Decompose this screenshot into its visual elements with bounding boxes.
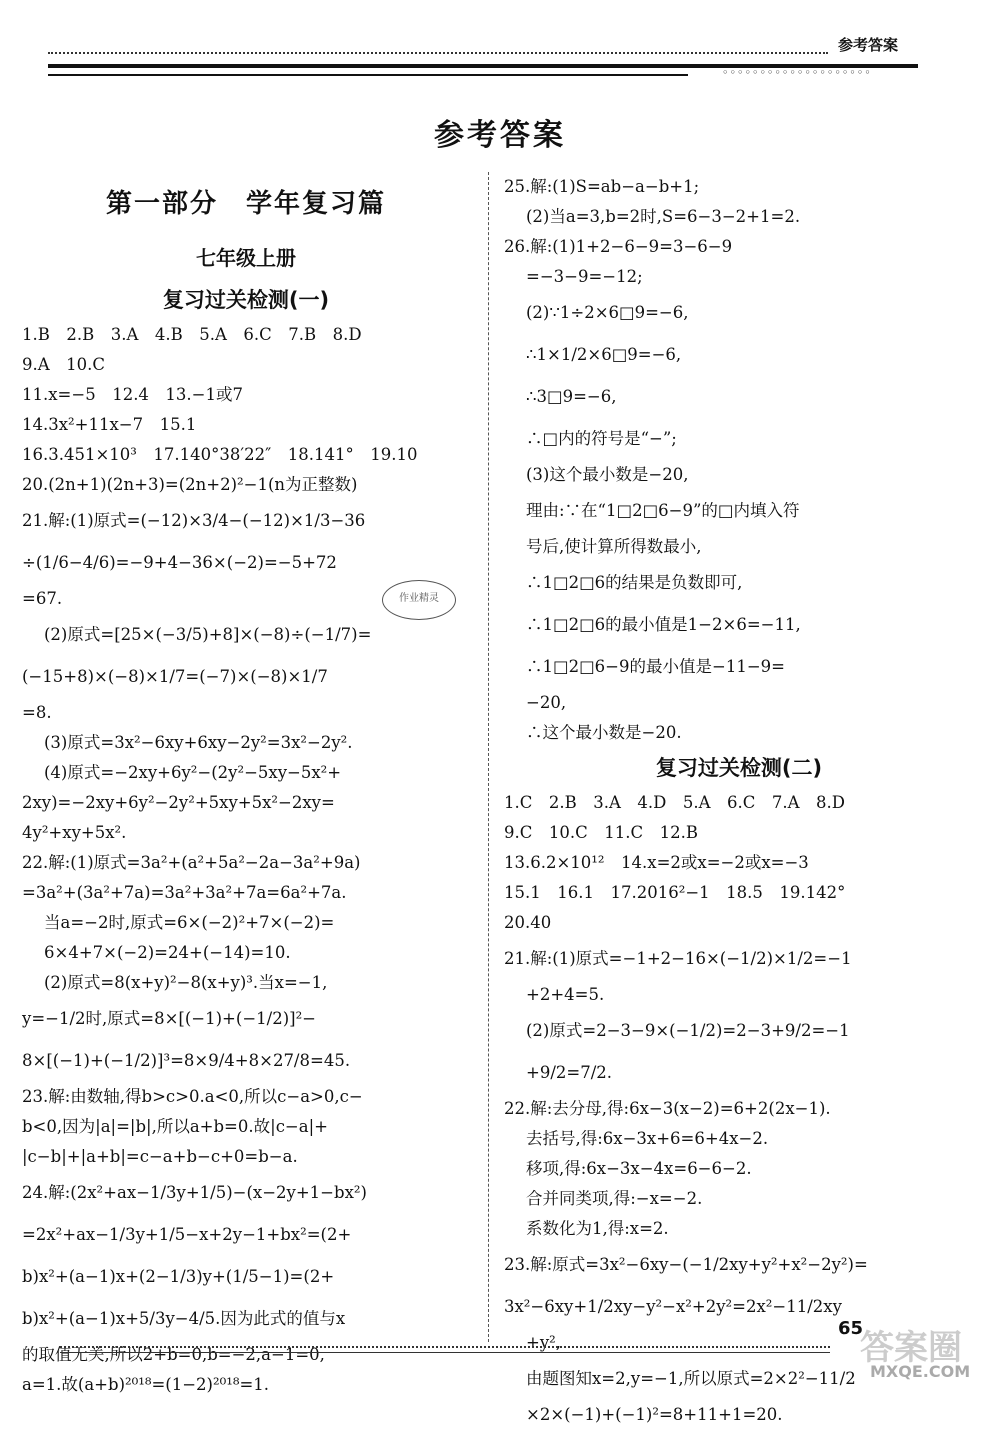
answer-line: 的取值无关,所以2+b=0,b=−2,a−1=0, (22, 1345, 325, 1364)
answer-line: y=−1/2时,原式=8×[(−1)+(−1/2)]²− (22, 1009, 317, 1028)
answer-line: +2+4=5. (526, 985, 605, 1004)
answer-line: 24.解:(2x²+ax−1/3y+1/5)−(x−2y+1−bx²) (22, 1183, 367, 1202)
answer-line: 21.解:(1)原式=−1+2−16×(−1/2)×1/2=−1 (504, 949, 852, 968)
answer-line: 15.1 16.1 17.2016²−1 18.5 19.142° (504, 883, 846, 902)
answer-line: −20, (526, 693, 567, 712)
watermark-logo: 答案圈 (860, 1328, 962, 1368)
answer-line: 14.3x²+11x−7 15.1 (22, 415, 197, 434)
answer-line: 3x²−6xy+1/2xy−y²−x²+2y²=2x²−11/2xy (504, 1297, 842, 1316)
header-dotted-rule (48, 52, 828, 54)
answer-line: ×2×(−1)+(−1)²=8+11+1=20. (526, 1405, 783, 1424)
answer-line: 21.解:(1)原式=(−12)×3/4−(−12)×1/3−36 (22, 511, 366, 530)
answer-line: (4)原式=−2xy+6y²−(2y²−5xy−5x²+ (44, 763, 342, 782)
answer-line: b)x²+(a−1)x+(2−1/3)y+(1/5−1)=(2+ (22, 1267, 335, 1286)
answer-line: 20.40 (504, 913, 552, 932)
answer-line: 22.解:(1)原式=3a²+(a²+5a²−2a−3a²+9a) (22, 853, 361, 872)
answer-line: (3)这个最小数是−20, (526, 465, 689, 484)
header-chain-ornament: ◦◦◦◦◦◦◦◦◦◦◦◦◦◦◦◦◦◦◦◦ (722, 66, 872, 79)
header-label: 参考答案 (838, 36, 899, 54)
answer-line: |c−b|+|a+b|=c−a+b−c+0=b−a. (22, 1147, 298, 1166)
answer-line: ∴1□2□6的最小值是1−2×6=−11, (526, 615, 801, 634)
column-divider (488, 172, 489, 1342)
answer-line: (2)∵1÷2×6□9=−6, (526, 303, 689, 322)
answer-line: ∴3□9=−6, (526, 387, 617, 406)
footer-rule (60, 1352, 830, 1353)
answer-line: (3)原式=3x²−6xy+6xy−2y²=3x²−2y². (44, 733, 353, 752)
section-title-1: 复习过关检测(一) (162, 288, 330, 312)
answer-line: =−3−9=−12; (526, 267, 643, 286)
answer-line: ∴这个最小数是−20. (526, 723, 682, 742)
answer-line: 去括号,得:6x−3x+6=6+4x−2. (526, 1129, 769, 1148)
answer-line: 1.B 2.B 3.A 4.B 5.A 6.C 7.B 8.D (22, 325, 362, 344)
answer-line: 9.A 10.C (22, 355, 106, 374)
answer-line: 6×4+7×(−2)=24+(−14)=10. (44, 943, 291, 962)
right-column (504, 172, 974, 1430)
answer-line: 2xy)=−2xy+6y²−2y²+5xy+5x²−2xy= (22, 793, 335, 812)
answer-line: 26.解:(1)1+2−6−9=3−6−9 (504, 237, 733, 256)
answer-line: +y², (526, 1333, 562, 1352)
answer-line: (−15+8)×(−8)×1/7=(−7)×(−8)×1/7 (22, 667, 328, 686)
answer-line: ∴1□2□6的结果是负数即可, (526, 573, 743, 592)
answer-line: 号后,使计算所得数最小, (526, 537, 702, 556)
answer-line: 16.3.451×10³ 17.140°38′22″ 18.141° 19.10 (22, 445, 418, 464)
answer-line: +9/2=7/2. (526, 1063, 613, 1082)
answer-line: 移项,得:6x−3x−4x=6−6−2. (526, 1159, 752, 1178)
left-column (22, 172, 470, 1400)
answer-line: 25.解:(1)S=ab−a−b+1; (504, 177, 700, 196)
answer-line: 23.解:原式=3x²−6xy−(−1/2xy+y²+x²−2y²)= (504, 1255, 868, 1274)
answer-line: (2)原式=[25×(−3/5)+8]×(−8)÷(−1/7)= (44, 625, 372, 644)
page-number: 65 (838, 1318, 864, 1339)
answer-line: 23.解:由数轴,得b>c>0.a<0,所以c−a>0,c− (22, 1087, 363, 1106)
answer-line: ÷(1/6−4/6)=−9+4−36×(−2)=−5+72 (22, 553, 337, 572)
answer-line: b)x²+(a−1)x+5/3y−4/5.因为此式的值与x (22, 1309, 346, 1328)
answer-line: (2)当a=3,b=2时,S=6−3−2+1=2. (526, 207, 801, 226)
answer-line: 系数化为1,得:x=2. (526, 1219, 669, 1238)
watermark-url: MXQE.COM (870, 1362, 971, 1381)
answer-line: =3a²+(3a²+7a)=3a²+3a²+7a=6a²+7a. (22, 883, 347, 902)
answer-line: ∴□内的符号是“−”; (526, 429, 677, 448)
page-title: 参考答案 (434, 118, 566, 153)
answer-line: 1.C 2.B 3.A 4.D 5.A 6.C 7.A 8.D (504, 793, 846, 812)
answer-line: 11.x=−5 12.4 13.−1或7 (22, 385, 243, 404)
header-thin-rule (48, 74, 688, 76)
answer-line: 4y²+xy+5x². (22, 823, 127, 842)
part-title: 第一部分 学年复习篇 (105, 189, 386, 219)
answer-line: =2x²+ax−1/3y+1/5−x+2y−1+bx²=(2+ (22, 1225, 352, 1244)
answer-line: 合并同类项,得:−x=−2. (526, 1189, 703, 1208)
answer-line: 8×[(−1)+(−1/2)]³=8×9/4+8×27/8=45. (22, 1051, 351, 1070)
grade-title: 七年级上册 (196, 246, 296, 270)
footer-dotted-rule (60, 1346, 830, 1348)
answer-line: 22.解:去分母,得:6x−3(x−2)=6+2(2x−1). (504, 1099, 831, 1118)
section-title-2: 复习过关检测(二) (655, 756, 823, 780)
answer-line: 理由:∵在“1□2□6−9”的□内填入符 (526, 501, 800, 520)
answer-line: 13.6.2×10¹² 14.x=2或x=−2或x=−3 (504, 853, 809, 872)
stamp-seal: 作业精灵 (382, 580, 456, 620)
answer-line: 20.(2n+1)(2n+3)=(2n+2)²−1(n为正整数) (22, 475, 358, 494)
answer-line: (2)原式=8(x+y)²−8(x+y)³.当x=−1, (44, 973, 328, 992)
answer-line: =67. (22, 589, 63, 608)
answer-line: ∴1×1/2×6□9=−6, (526, 345, 682, 364)
answer-line: 9.C 10.C 11.C 12.B (504, 823, 698, 842)
answer-line: ∴1□2□6−9的最小值是−11−9= (526, 657, 785, 676)
answer-line: b<0,因为|a|=|b|,所以a+b=0.故|c−a|+ (22, 1117, 328, 1136)
answer-line: (2)原式=2−3−9×(−1/2)=2−3+9/2=−1 (526, 1021, 850, 1040)
answer-line: 当a=−2时,原式=6×(−2)²+7×(−2)= (44, 913, 335, 932)
answer-line: a=1.故(a+b)²⁰¹⁸=(1−2)²⁰¹⁸=1. (22, 1375, 270, 1394)
answer-line: =8. (22, 703, 52, 722)
answer-line: 由题图知x=2,y=−1,所以原式=2×2²−11/2 (526, 1369, 856, 1388)
